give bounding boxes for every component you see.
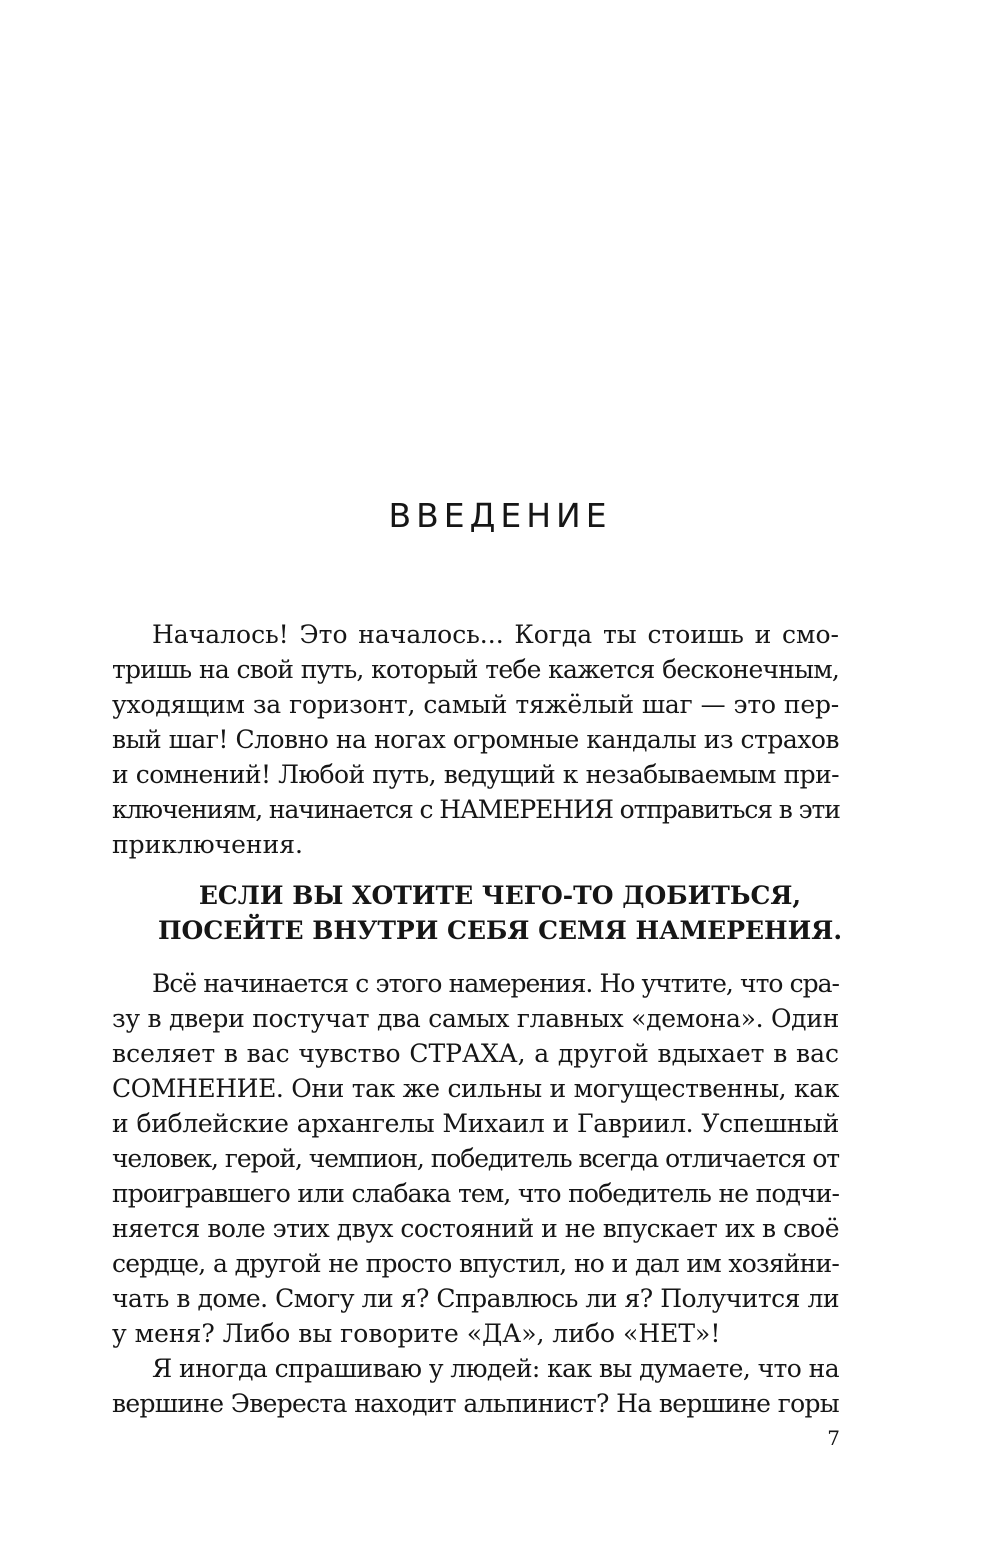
text-line: сердце, а другой не просто впустил, но и дал им хозяйни- [112, 1249, 839, 1278]
text-line: человек, герой, чемпион, победитель всегда отличается от [112, 1144, 839, 1173]
text-line: СОМНЕНИЕ. Они так же сильны и могущественны, как [112, 1074, 839, 1103]
text-line: уходящим за горизонт, самый тяжёлый шаг — это пер- [112, 690, 839, 719]
text-line: ключениям, начинается с НАМЕРЕНИЯ отправиться в эти [112, 795, 840, 824]
text-line: вый шаг! Словно на ногах огромные кандалы из страхов [112, 725, 839, 754]
page-number: 7 [827, 1426, 840, 1450]
text-line: и библейские архангелы Михаил и Гавриил. Успешный [112, 1109, 839, 1138]
text-line: проигравшего или слабака тем, что победитель не подчи- [112, 1179, 839, 1208]
text-line: Началось! Это началось... Когда ты стоишь и смо- [152, 620, 839, 649]
chapter-title: ВВЕДЕНИЕ [388, 496, 612, 535]
text-line: няется воле этих двух состояний и не впускает их в своё [112, 1214, 839, 1243]
pullquote-line: ЕСЛИ ВЫ ХОТИТЕ ЧЕГО-ТО ДОБИТЬСЯ, [198, 881, 802, 910]
text-line: приключения. [112, 830, 303, 859]
text-line: тришь на свой путь, который тебе кажется бесконечным, [112, 655, 839, 684]
text-line: Я иногда спрашиваю у людей: как вы думаете, что на [152, 1354, 839, 1383]
text-line: у меня? Либо вы говорите «ДА», либо «НЕТ»! [112, 1319, 721, 1348]
text-line: Всё начинается с этого намерения. Но учтите, что сра- [152, 969, 839, 998]
text-line: и сомнений! Любой путь, ведущий к незабываемым при- [112, 760, 839, 789]
text-line: вершине Эвереста находит альпинист? На вершине горы [112, 1389, 839, 1418]
text-line: зу в двери постучат два самых главных «демона». Один [112, 1004, 839, 1033]
pullquote-line: ПОСЕЙТЕ ВНУТРИ СЕБЯ СЕМЯ НАМЕРЕНИЯ. [157, 916, 843, 945]
text-line: вселяет в вас чувство СТРАХА, а другой вдыхает в вас [112, 1039, 839, 1068]
text-line: чать в доме. Смогу ли я? Справлюсь ли я? Получится ли [112, 1284, 839, 1313]
